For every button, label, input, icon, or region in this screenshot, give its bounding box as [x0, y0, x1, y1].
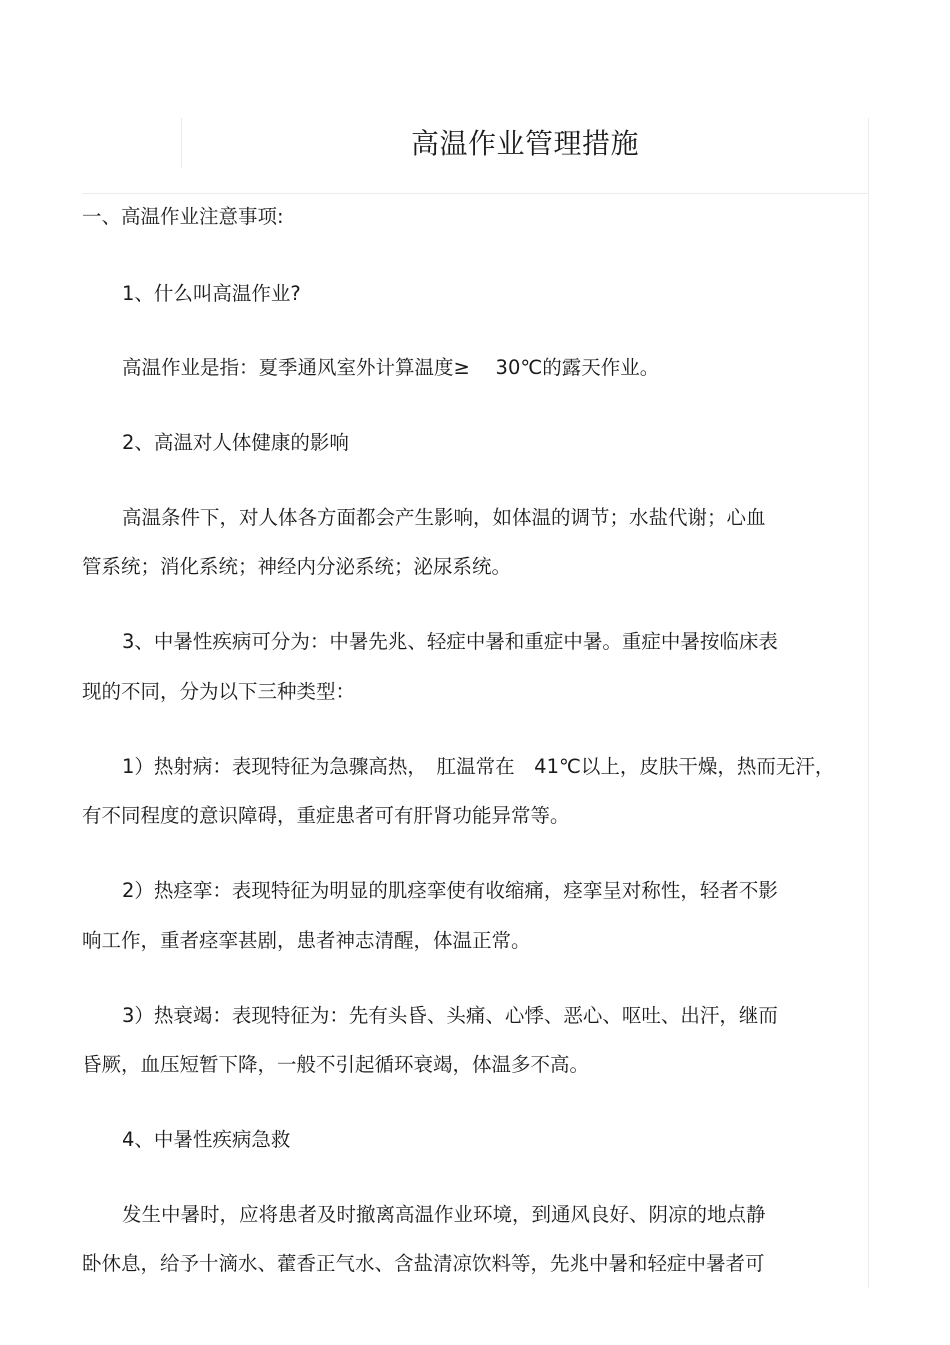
document-title: 高温作业管理措施: [410, 127, 639, 160]
paragraph-line: 发生中暑时，应将患者及时撤离高温作业环境，到通风良好、阴凉的地点静: [122, 1203, 766, 1226]
paragraph-line: 高温作业是指：夏季通风室外计算温度≥ 30℃的露天作业。: [122, 356, 660, 379]
paragraph-line: 昏厥，血压短暂下降，一般不引起循环衰竭，体温多不高。: [82, 1053, 590, 1076]
subheading-4: 4、中暑性疾病急救: [122, 1128, 291, 1151]
list-item-heat-exhaustion: 3）热衰竭：表现特征为：先有头昏、头痛、心悸、恶心、呕吐、出汗，继而: [122, 1004, 778, 1027]
right-rule: [868, 118, 869, 1288]
list-item-heat-cramps: 2）热痉挛：表现特征为明显的肌痉挛使有收缩痛，痉挛呈对称性，轻者不影: [122, 879, 778, 902]
subheading-3: 3、中暑性疾病可分为：中暑先兆、轻症中暑和重症中暑。重症中暑按临床表: [122, 630, 778, 653]
subheading-2: 2、高温对人体健康的影响: [122, 431, 349, 454]
paragraph-line: 高温条件下，对人体各方面都会产生影响，如体温的调节；水盐代谢；心血: [122, 506, 766, 529]
paragraph-line: 有不同程度的意识障碍，重症患者可有肝肾功能异常等。: [82, 804, 570, 827]
section-heading: 一、高温作业注意事项:: [82, 205, 284, 228]
paragraph-line: 管系统；消化系统；神经内分泌系统；泌尿系统。: [82, 555, 512, 578]
title-divider: [82, 193, 869, 194]
list-item-heatstroke: 1）热射病：表现特征为急骤高热， 肛温常在 41℃以上，皮肤干燥，热而无汗，: [122, 755, 835, 778]
subheading-1: 1、什么叫高温作业?: [122, 282, 301, 305]
paragraph-line: 响工作，重者痉挛甚剧，患者神志清醒，体温正常。: [82, 929, 531, 952]
paragraph-line: 现的不同，分为以下三种类型：: [82, 680, 356, 703]
paragraph-line: 卧休息，给予十滴水、藿香正气水、含盐清凉饮料等，先兆中暑和轻症中暑者可: [82, 1252, 765, 1275]
